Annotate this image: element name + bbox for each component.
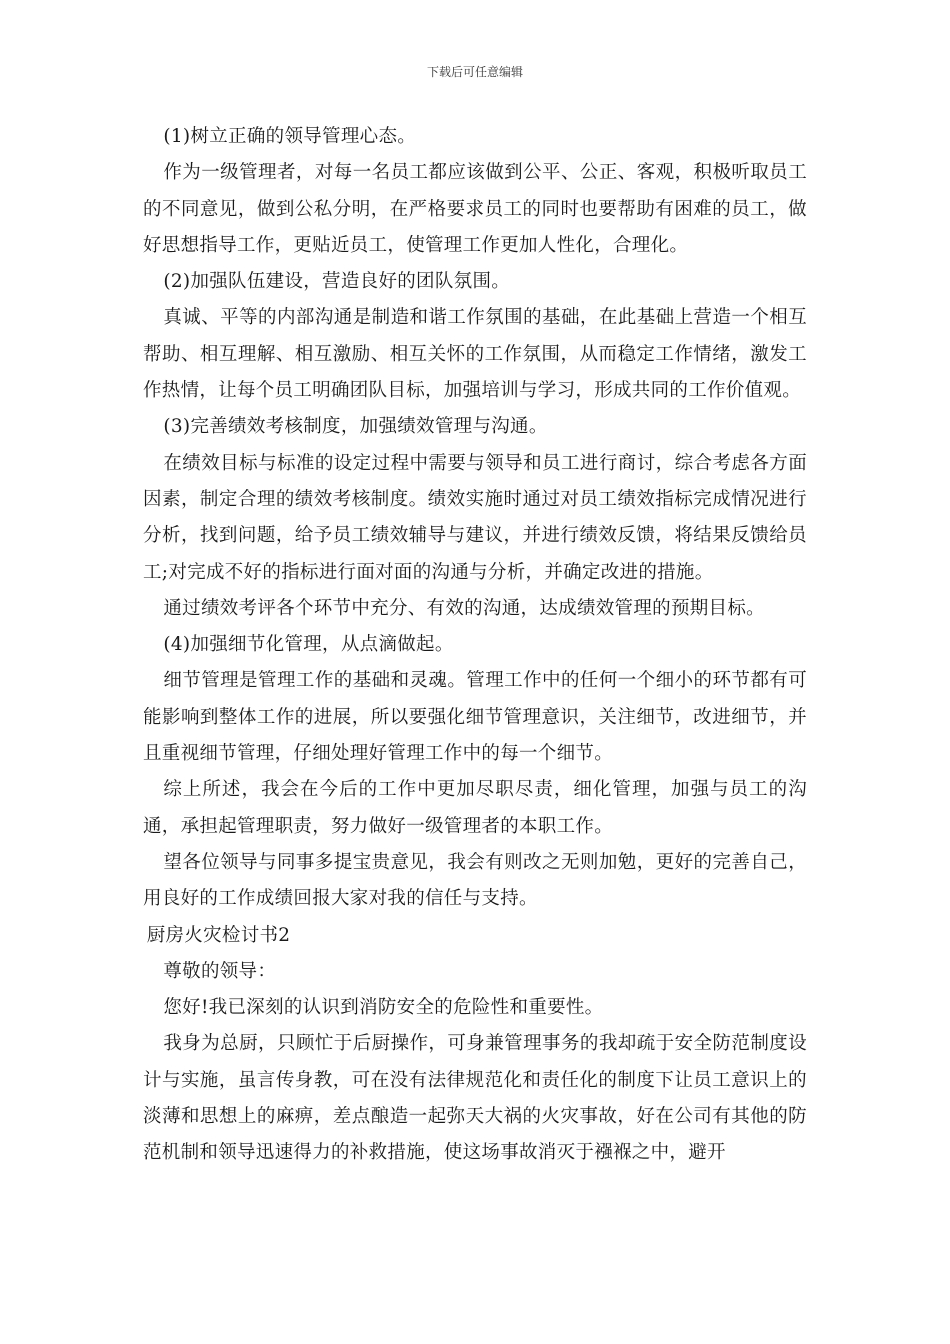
paragraph: 在绩效目标与标准的设定过程中需要与领导和员工进行商讨，综合考虑各方面因素，制定合理的绩效考核制度。绩效实施时通过对员工绩效指标完成情况进行分析，找到问题，给予员工绩效辅导与建议，并进行绩效反馈，将结果反馈给员工;对完成不好的指标进行面对面的沟通与分析，并确定改进的措施。 [143, 452, 807, 583]
paragraph: 望各位领导与同事多提宝贵意见，我会有则改之无则加勉，更好的完善自己，用良好的工作成绩回报大家对我的信任与支持。 [143, 851, 807, 910]
document-title: 厨房火灾检讨书2 [146, 924, 291, 946]
page-header: 下载后可任意编辑 [426, 65, 523, 79]
paragraph: 真诚、平等的内部沟通是制造和谐工作氛围的基础，在此基础上营造一个相互帮助、相互理解、相互激励、相互关怀的工作氛围，从而稳定工作情绪，激发工作热情，让每个员工明确团队目标，加强培训与学习，形成共同的工作价值观。 [143, 307, 807, 402]
paragraph: 我身为总厨，只顾忙于后厨操作，可身兼管理事务的我却疏于安全防范制度设计与实施，虽言传身教，可在没有法律规范化和责任化的制度下让员工意识上的淡薄和思想上的麻痹，差点酿造一起弥天大祸的火灾事故，好在公司有其他的防范机制和领导迅速得力的补救措施，使这场事故消灭于襁褓之中，避开 [143, 1033, 807, 1164]
paragraph: 您好!我已深刻的认识到消防安全的危险性和重要性。 [163, 997, 604, 1019]
paragraph: 综上所述，我会在今后的工作中更加尽职尽责，细化管理，加强与员工的沟通，承担起管理职责，努力做好一级管理者的本职工作。 [143, 779, 807, 837]
section-heading-1: (1)树立正确的领导管理心态。 [163, 126, 417, 147]
section-heading-3: (3)完善绩效考核制度，加强绩效管理与沟通。 [163, 416, 548, 438]
paragraph: 通过绩效考评各个环节中充分、有效的沟通，达成绩效管理的预期目标。 [163, 597, 765, 619]
salutation: 尊敬的领导： [163, 960, 277, 982]
document-body [143, 119, 807, 1172]
paragraph: 细节管理是管理工作的基础和灵魂。管理工作中的任何一个细小的环节都有可能影响到整体工作的进展，所以要强化细节管理意识，关注细节，改进细节，并且重视细节管理，仔细处理好管理工作中的每一个细节。 [143, 670, 807, 765]
paragraph: 作为一级管理者，对每一名员工都应该做到公平、公正、客观，积极听取员工的不同意见，做到公私分明，在严格要求员工的同时也要帮助有困难的员工，做好思想指导工作，更贴近员工，使管理工作更加人性化，合理化。 [143, 162, 807, 256]
section-heading-2: (2)加强队伍建设，营造良好的团队氛围。 [163, 271, 511, 293]
section-heading-4: (4)加强细节化管理，从点滴做起。 [163, 634, 454, 656]
